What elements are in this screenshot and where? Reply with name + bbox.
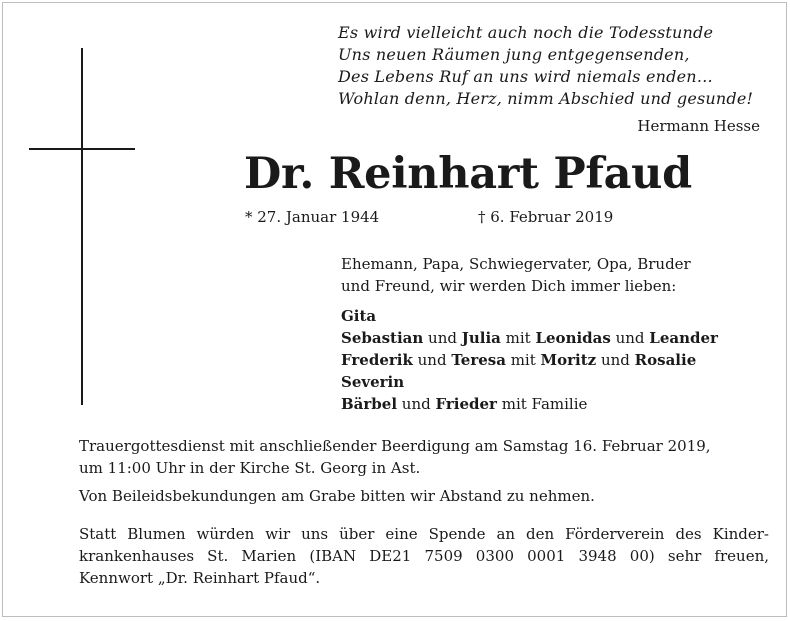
connector-text: mit (505, 351, 541, 369)
poem-quote (338, 22, 768, 110)
notice-line: krankenhauses St. Marien (IBAN DE21 7509 0300 0001 3948 00) sehr freuen, (79, 547, 769, 565)
connector-text: und (596, 351, 635, 369)
mourners-intro (341, 253, 751, 297)
family-member-name: Gita (341, 307, 377, 325)
family-row (341, 305, 761, 327)
funeral-service-notice (79, 435, 769, 479)
donation-notice (79, 523, 769, 589)
family-row (341, 393, 761, 415)
poem-line: Des Lebens Ruf an uns wird niemals enden… (338, 67, 713, 86)
family-row (341, 327, 761, 349)
family-member-name: Frieder (435, 395, 497, 413)
notice-line: Statt Blumen würden wir uns über eine Spende an den Förderverein des Kinder- (79, 525, 769, 543)
mourners-intro-line: Ehemann, Papa, Schwiegervater, Opa, Bruder (341, 255, 691, 273)
connector-text: und (610, 329, 650, 347)
family-member-name: Leonidas (535, 329, 611, 347)
connector-text: und (412, 351, 452, 369)
family-member-name: Leander (649, 329, 718, 347)
poem-line: Wohlan denn, Herz, nimm Abschied und gesunde! (338, 89, 754, 108)
poem-line: Uns neuen Räumen jung entgegensenden, (338, 45, 690, 64)
death-date: † 6. Februar 2019 (478, 208, 614, 226)
mourners-intro-line: und Freund, wir werden Dich immer lieben: (341, 277, 677, 295)
notice-line: um 11:00 Uhr in der Kirche St. Georg in Ast. (79, 459, 421, 477)
family-member-name: Teresa (451, 351, 506, 369)
connector-text: und (423, 329, 462, 347)
family-list (341, 305, 761, 415)
connector-text: mit Familie (496, 395, 588, 413)
notice-line: Trauergottesdienst mit anschließender Beerdigung am Samstag 16. Februar 2019, (79, 437, 711, 455)
condolence-notice (79, 485, 769, 507)
notice-line: Kennwort „Dr. Reinhart Pfaud“. (79, 569, 321, 587)
birth-date: * 27. Januar 1944 (245, 208, 380, 226)
family-member-name: Rosalie (634, 351, 697, 369)
family-member-name: Sebastian (341, 329, 424, 347)
family-member-name: Bärbel (341, 395, 398, 413)
family-member-name: Severin (341, 373, 405, 391)
poem-author: Hermann Hesse (637, 117, 760, 135)
family-member-name: Julia (461, 329, 501, 347)
connector-text: und (397, 395, 436, 413)
cross-vertical-bar (81, 48, 83, 405)
cross-horizontal-bar (29, 148, 135, 150)
family-row (341, 371, 761, 393)
connector-text: mit (500, 329, 536, 347)
notice-line: Von Beileidsbekundungen am Grabe bitten wir Abstand zu nehmen. (79, 487, 595, 505)
family-member-name: Moritz (540, 351, 597, 369)
family-member-name: Frederik (341, 351, 413, 369)
deceased-name: Dr. Reinhart Pfaud (244, 149, 692, 199)
poem-line: Es wird vielleicht auch noch die Todesstunde (338, 23, 714, 42)
family-row (341, 349, 761, 371)
